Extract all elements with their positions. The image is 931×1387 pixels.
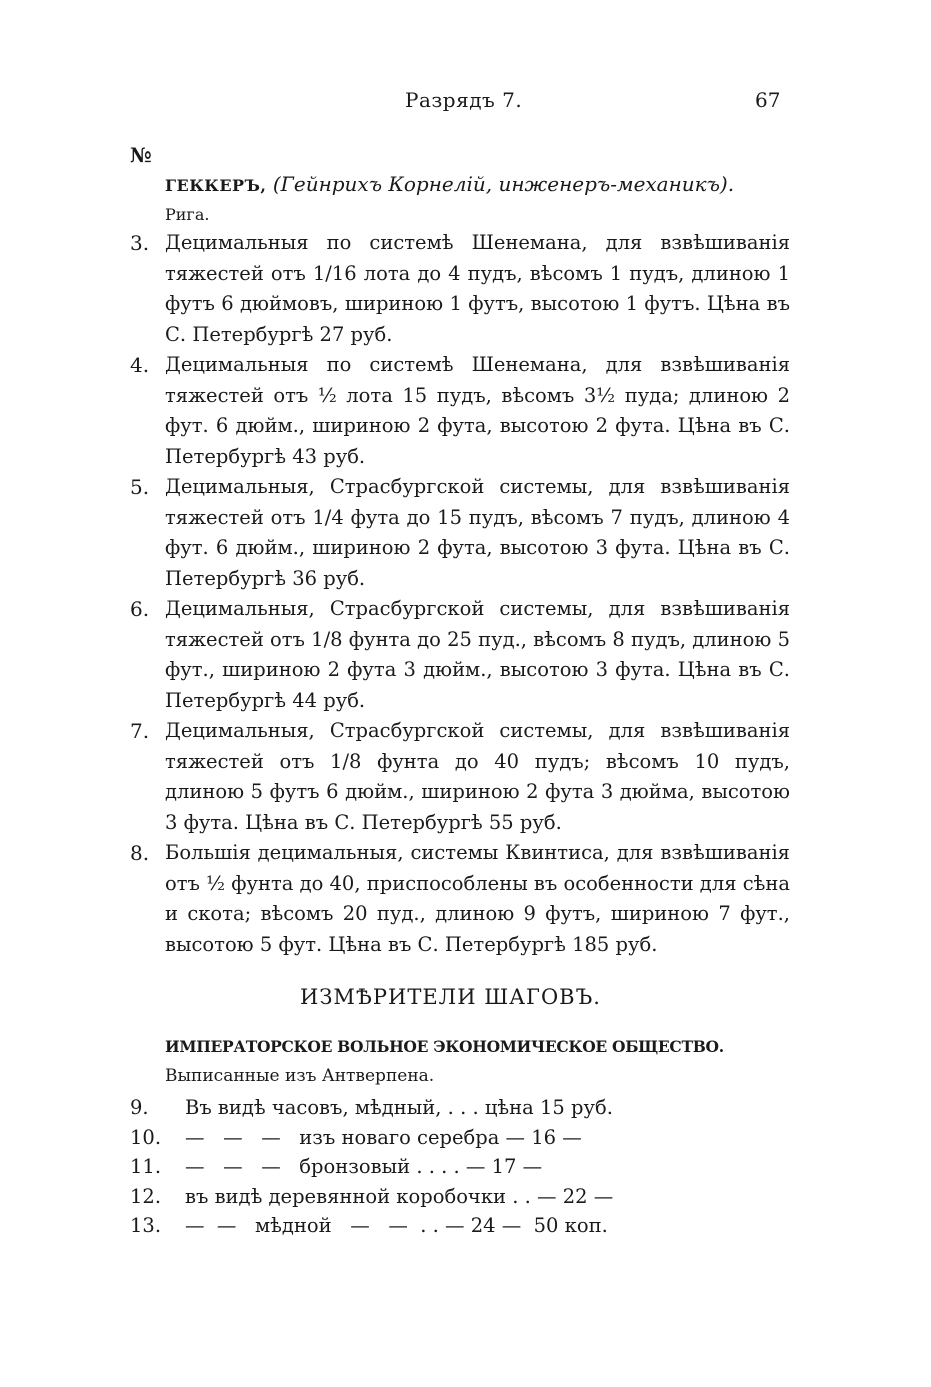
section-header: Разрядъ 7. (405, 88, 523, 112)
list-item (130, 1182, 790, 1212)
entry-number: 6. (130, 597, 150, 621)
list-item (130, 228, 790, 350)
list-item (130, 1093, 790, 1123)
list-item (130, 472, 790, 594)
list-item (130, 838, 790, 960)
numero-sign: № (130, 143, 152, 167)
list-item (130, 1123, 790, 1153)
exhibitor-name: ГЕККЕРЪ, (165, 176, 267, 195)
item-number: 12. (130, 1184, 162, 1208)
entry-number: 3. (130, 231, 150, 255)
item-text: — — — бронзовый . . . . — 17 — (185, 1155, 543, 1178)
item-number: 11. (130, 1155, 162, 1178)
society-block (165, 1033, 795, 1091)
list-item (130, 1211, 790, 1241)
entry-text: Децимальныя по системѣ Шенемана, для взвѣшиванія тяжестей отъ 1/16 лота до 4 пудъ, вѣсомъ 1 пудъ, длиною 1 футъ 6 дюймовъ, шириною 1 футъ, высотою 1 футъ. Цѣна въ С. Петербургѣ 27 руб. (165, 231, 790, 346)
society-title: ИМПЕРАТОРСКОЕ ВОЛЬНОЕ ЭКОНОМИЧЕСКОЕ ОБЩЕСТВО. (165, 1037, 724, 1056)
exhibitor-description: (Гейнрихъ Корнелій, инженеръ-механикъ). (272, 172, 735, 196)
running-header (0, 88, 931, 118)
entry-text: Большія децимальныя, системы Квинтиса, для взвѣшиванія отъ ½ фунта до 40, приспособлены въ особенности для сѣна и скота; вѣсомъ 20 пуд., длиною 9 футъ, шириною 7 фут., высотою 5 фут. Цѣна въ С. Петербургѣ 185 руб. (165, 841, 791, 956)
entries-list (130, 228, 790, 960)
entry-text: Децимальныя по системѣ Шенемана, для взвѣшиванія тяжестей отъ ½ лота 15 пудъ, вѣсомъ 3½ пуда; длиною 2 фут. 6 дюйм., шириною 2 фута, высотою 2 фута. Цѣна въ С. Петербургѣ 43 руб. (165, 353, 790, 468)
entry-text: Децимальныя, Страсбургской системы, для взвѣшиванія тяжестей отъ 1/4 фута до 15 пудъ, вѣсомъ 7 пудъ, длиною 4 фут. 6 дюйм., шириною 2 фута, высотою 3 фута. Цѣна въ С. Петербургѣ 36 руб. (165, 475, 790, 590)
list-item (130, 716, 790, 838)
item-text: въ видѣ деревянной коробочки . . — 22 — (185, 1184, 614, 1208)
entry-number: 8. (130, 841, 150, 865)
exhibitor-name-line (165, 170, 795, 200)
item-text: Въ видѣ часовъ, мѣдный, . . . цѣна 15 руб. (185, 1096, 613, 1119)
page-number: 67 (755, 88, 781, 112)
items-list (130, 1093, 790, 1241)
entry-number: 5. (130, 475, 150, 499)
section-heading: ИЗМѢРИТЕЛИ ШАГОВЪ. (300, 985, 601, 1009)
entry-text: Децимальныя, Страсбургской системы, для взвѣшиванія тяжестей отъ 1/8 фунта до 40 пудъ; вѣсомъ 10 пудъ, длиною 5 футъ 6 дюйм., шириною 2 фута 3 дюйма, высотою 3 фута. Цѣна въ С. Петербургѣ 55 руб. (165, 719, 790, 834)
entry-number: 4. (130, 353, 150, 377)
list-item (130, 594, 790, 716)
item-number: 13. (130, 1214, 162, 1237)
entry-text: Децимальныя, Страсбургской системы, для взвѣшиванія тяжестей отъ 1/8 фунта до 25 пуд., вѣсомъ 8 пудъ, длиною 5 фут., шириною 2 фута 3 дюйм., высотою 3 фута. Цѣна въ С. Петербургѣ 44 руб. (165, 597, 790, 712)
list-item (130, 350, 790, 472)
exhibitor-block (165, 170, 795, 230)
exhibitor-city: Рига. (165, 205, 210, 224)
item-text: — — мѣдной — — . . — 24 — 50 коп. (185, 1214, 608, 1237)
society-subtitle: Выписанные изъ Антверпена. (165, 1066, 435, 1086)
entry-number: 7. (130, 719, 150, 743)
list-item (130, 1152, 790, 1182)
item-number: 10. (130, 1125, 162, 1149)
item-number: 9. (130, 1096, 149, 1119)
item-text: — — — изъ новаго серебра — 16 — (185, 1125, 582, 1149)
